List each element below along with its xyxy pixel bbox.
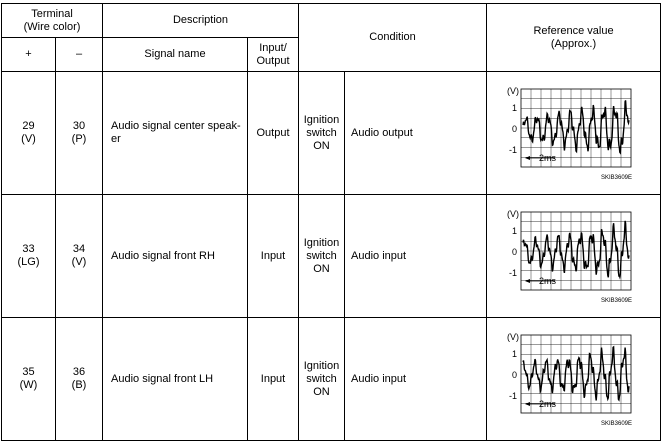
reference-subtitle: (Approx.) [550,37,597,50]
waveform-tick-0: 0 [511,370,517,380]
time-scale-arrowhead [525,156,530,160]
condition-line-1: Ignition [303,359,340,372]
condition-state-cell: Audio input [345,318,487,441]
waveform-tick-1: 1 [511,226,517,236]
waveform-tick-minus-1: -1 [508,391,517,401]
plus-terminal-color: (V) [21,133,36,145]
waveform-time-label: 2ms [538,399,556,409]
signal-name-line-2: er [111,133,121,145]
waveform-grid [521,212,631,290]
signal-name-line-1: Audio signal front RH [111,249,215,262]
input-output-label-1: Input/ [259,41,287,54]
signal-name-line-1: Audio signal front LH [111,372,214,385]
minus-terminal-cell [56,72,103,195]
waveform-unit: (V) [506,209,519,219]
terminal-title: Terminal [31,7,73,20]
minus-terminal-cell [56,195,103,318]
waveform-tick-minus-1: -1 [508,145,517,155]
plus-header: + [2,38,56,72]
plus-terminal-number: 29 [22,120,35,132]
minus-terminal-cell [56,318,103,441]
waveform-unit: (V) [506,86,519,96]
signal-name-cell [103,72,248,195]
time-scale-arrowhead [525,402,530,406]
table-row [2,195,661,318]
waveform-grid [521,89,631,167]
reference-title: Reference value [533,24,614,37]
signal-name-cell [103,195,248,318]
waveform-graph [499,206,649,306]
input-output-label-2: Output [256,54,290,67]
waveform-tick-0: 0 [511,124,517,134]
waveform-tick-1: 1 [511,349,517,359]
reference-waveform-cell [487,195,661,318]
condition-line-2: switch [306,126,337,139]
plus-terminal-number: 33 [22,243,35,255]
plus-terminal-color: (LG) [17,256,40,268]
io-cell: Input [248,195,299,318]
reference-header [487,4,661,72]
description-header: Description [103,4,299,38]
io-cell: Output [248,72,299,195]
minus-terminal-number: 34 [72,243,86,255]
condition-line-1: Ignition [303,113,340,126]
signal-name-header: Signal name [103,38,248,72]
waveform-code: SKIB3609E [600,421,632,427]
reference-waveform-cell [487,318,661,441]
terminal-subtitle: (Wire color) [23,20,81,33]
condition-line-1: Ignition [303,236,340,249]
minus-terminal-color: (B) [71,379,87,391]
waveform-trace [523,221,629,277]
table-row [2,318,661,441]
condition-line-2: switch [306,249,337,262]
waveform-code: SKIB3609E [600,175,632,181]
terminal-spec-table [1,3,661,441]
condition-state-cell: Audio output [345,72,487,195]
time-scale-arrowhead [525,279,530,283]
terminal-header [2,4,103,38]
minus-terminal-number: 36 [72,366,86,378]
plus-terminal-cell [2,195,56,318]
waveform-trace [523,347,629,401]
io-cell: Input [248,318,299,441]
waveform-graph [499,329,649,429]
waveform-tick-minus-1: -1 [508,268,517,278]
minus-terminal-number: 30 [72,120,86,132]
waveform-code: SKIB3609E [600,298,632,304]
signal-name-line-1: Audio signal center speak- [111,120,241,132]
condition-line-3: ON [313,139,330,152]
waveform-graph [499,83,649,183]
condition-switch-cell [299,318,345,441]
condition-line-3: ON [313,385,330,398]
table-row [2,72,661,195]
plus-terminal-cell [2,72,56,195]
condition-header: Condition [299,4,487,72]
waveform-tick-0: 0 [511,247,517,257]
plus-terminal-number: 35 [22,366,35,378]
waveform-time-label: 2ms [538,276,556,286]
waveform-tick-1: 1 [511,103,517,113]
minus-terminal-color: (P) [71,133,87,145]
minus-terminal-color: (V) [71,256,87,268]
condition-switch-cell [299,195,345,318]
reference-waveform-cell [487,72,661,195]
waveform-unit: (V) [506,332,519,342]
condition-line-2: switch [306,372,337,385]
plus-terminal-cell [2,318,56,441]
input-output-header [248,38,299,72]
waveform-time-label: 2ms [538,153,556,163]
condition-state-cell: Audio input [345,195,487,318]
condition-switch-cell [299,72,345,195]
condition-line-3: ON [313,262,330,275]
signal-name-cell [103,318,248,441]
plus-terminal-color: (W) [19,379,38,391]
minus-header: – [56,38,103,72]
waveform-trace [523,100,629,152]
